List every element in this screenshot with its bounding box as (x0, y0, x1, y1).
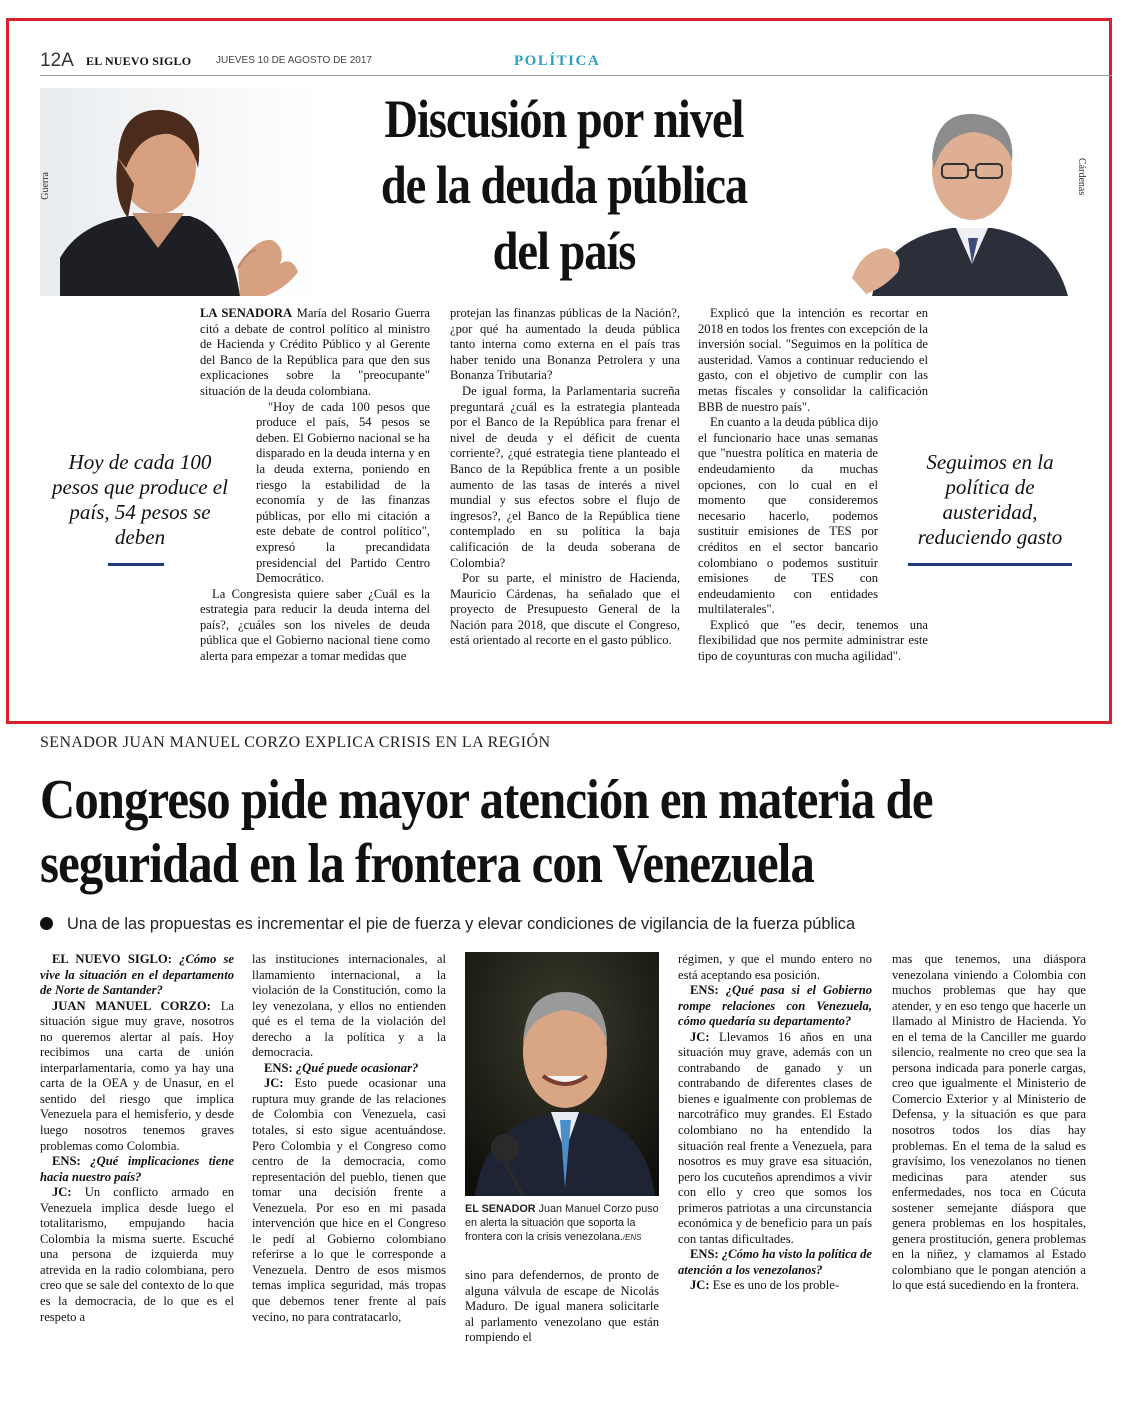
photo-corzo (465, 952, 659, 1196)
page-number: 12A (40, 50, 74, 71)
story2-headline: Congreso pide mayor atención en materia de seguridad en la frontera con Venezuela (40, 769, 933, 895)
pull-quote-right-rule (908, 563, 1072, 566)
interview-speaker: JUAN MANUEL CORZO: (52, 998, 211, 1013)
interview-answer: Llevamos 16 años en una situación muy grave, además con un contrabando de ganado y un contrabando de diferentes clases de bienes e igualmente con problemas de narcotráfico muy grandes. El Estado colombiano no ha entendido la situación real frente a Venezuela, para nosotros es muy grave esa situación, pero los cucuteños aprendimos a vivir con ello y creo que somos los primeros patriotas a una circunstancia económica y de beneficio para un país con tantas dificultades. (678, 1029, 872, 1246)
story1-paragraph: Explicó que la intención es recortar en 2018 en todos los frentes con excepción de la inversión social. "Seguimos en la política de austeridad. Vamos a continuar reduciendo el gasto, con el objetivo de cumplir con las metas fiscales y consolidar la calificación BBB de nuestro país". (698, 306, 928, 414)
story1-paragraph: María del Rosario Guerra citó a debate de control político al ministro de Hacienda y Crédito Público y al Gerente del Banco de la República para que den sus explicaciones sobre la "preocupante" situación de la deuda colombiana. (200, 306, 430, 398)
interview-paragraph (252, 952, 446, 1061)
story2-column-1 (40, 952, 234, 1325)
story1-headline: Discusión por nivel de la deuda pública del país (380, 89, 748, 281)
interview-paragraph (892, 952, 1086, 1294)
interview-paragraph (40, 1154, 234, 1185)
story1-paragraph: protejan las finanzas públicas de la Nación?, ¿por qué ha aumentado la deuda pública tanto interna como externa en el país tras haber tenido una Bonanza Petrolera y una Bonanza Tributaria? (450, 306, 680, 383)
interview-answer: Esto puede ocasionar una ruptura muy grande de las relaciones de Colombia con Venezuela, casi totales, si esto sigue acentuándose. Pero Colombia y el Congreso como centro de la democracia, como representación del pueblo, tienen que tomar una decisión frente a Venezuela. Por eso en mi pasada intervención que hice en el Congreso le pedí al Gobierno colombiano referirse a lo que le corresponde a Venezuela. Dentro de esos mismos temas implica seguridad, más tropas que debemos tener frente al país vecino, no para contratacarlo, (252, 1076, 446, 1324)
photo-credit: /ENS (622, 1233, 642, 1242)
story1-paragraph: "Hoy de cada 100 pesos que produce el país, 54 pesos se deben. El Gobierno nacional se ha disparado en la deuda interna y en la deuda externa, poniendo en riesgo la estabilidad de la economía y de las finanzas públicas, por ello mi citación a este debate de control político", expresó la precandidata presidencial del Partido Centro Democrático. (256, 399, 430, 586)
interview-speaker: JC: (264, 1076, 284, 1091)
interview-question: ¿Qué implicaciones tiene hacia nuestro país? (40, 1154, 234, 1184)
interview-speaker: ENS: (264, 1060, 293, 1075)
story1-column-2 (450, 306, 680, 649)
story2-column-5 (892, 952, 1086, 1294)
story1-paragraph: Explicó que "es decir, tenemos una flexibilidad que nos permite administrar este tipo de coyunturas con mucha agilidad". (698, 617, 928, 664)
masthead (40, 52, 1112, 76)
photo-guerra (40, 88, 316, 296)
story2-column-3 (465, 1268, 659, 1346)
interview-speaker: JC: (690, 1029, 710, 1044)
pull-quote-right: Seguimos en la política de austeridad, reduciendo gasto (917, 450, 1063, 549)
story1-lead-in: LA SENADORA (200, 306, 293, 320)
story1-column-1 (200, 306, 430, 665)
photo-caption-text: Juan Manuel Corzo puso en alerta la situación que soporta la frontera con la crisis venezolana. (465, 1203, 659, 1243)
section-label: POLÍTICA (514, 53, 601, 69)
interview-paragraph (678, 1278, 872, 1294)
interview-paragraph (678, 1247, 872, 1278)
interview-answer: sino para defendernos, de pronto de alguna válvula de escape de Nicolás Maduro. De igual manera solicitarle al parlamento venezolano que están rompiendo el (465, 1268, 659, 1345)
interview-answer: régimen, y que el mundo entero no está aceptando esa posición. (678, 952, 872, 982)
interview-question: ¿Cómo se vive la situación en el departamento de Norte de Santander? (40, 952, 234, 998)
interview-speaker: JC: (690, 1278, 710, 1293)
story2-kicker: SENADOR JUAN MANUEL CORZO EXPLICA CRISIS EN LA REGIÓN (40, 734, 551, 751)
interview-paragraph (678, 983, 872, 1030)
photo-right-caption: Cárdenas (1076, 158, 1087, 196)
bullet-icon (40, 917, 53, 930)
issue-date: JUEVES 10 DE AGOSTO DE 2017 (216, 55, 372, 66)
story1-paragraph: Por su parte, el ministro de Hacienda, Mauricio Cárdenas, ha señalado que el proyecto de Presupuesto General de la Nación para 2018, que discute el Congreso, está orientado al recorte en el gasto público. (450, 571, 680, 648)
interview-speaker: JC: (52, 1185, 72, 1200)
interview-question: ¿Qué pasa si el Gobierno rompe relaciones con Venezuela, cómo quedaría su departamento? (678, 983, 872, 1029)
interview-answer: La situación sigue muy grave, nosotros no queremos alertar al país. Hoy recibimos una carta de unión interparlamentaria, como ya hay una carta de la OEA y de Unasur, en el sentido del riesgo que implica Venezuela para el hemisferio, y desde luego nosotros tenemos graves problemas como Colombia. (40, 998, 234, 1153)
interview-answer: Ese es uno de los proble- (712, 1278, 840, 1293)
interview-paragraph (40, 999, 234, 1154)
interview-paragraph (40, 952, 234, 999)
interview-paragraph (252, 1061, 446, 1077)
interview-answer: Un conflicto armado en Venezuela implica desde luego el totalitarismo, empujando hacia Colombia la misma suerte. Escuché una persona de izquierda muy atrevida en la radio colombiana, pero creo que se sale del contexto de lo que es la democracia, de lo que es el respeto a (40, 1185, 234, 1324)
story2-column-4 (678, 952, 872, 1294)
pull-quote-left-rule (108, 563, 164, 566)
photo-caption-lead: EL SENADOR (465, 1203, 536, 1215)
interview-speaker: ENS: (52, 1154, 81, 1169)
interview-paragraph (465, 1268, 659, 1346)
interview-paragraph (678, 1030, 872, 1248)
story2-subhead (40, 915, 1100, 934)
interview-answer: mas que tenemos, una diáspora venezolana viniendo a Colombia con muchos problemas que hay que atender, y en eso tengo que hacerle un llamado al Ministro de Hacienda. Yo en el tema de la Canciller me guardo silencio, realmente no creo que sea la persona indicada para ponerle cargas, creo que igualmente el Ministerio de Comercio Exterior y al Ministerio de Defensa, y la situación es que para nosotros todos los días hay problemas. En el tema de la salud es gravísimo, los venezolanos no tienen medicinas para atender sus enfermedades, nos toca en Cúcuta sostener semejante diáspora que genera problemas en los hospitales, genera prostitución, genera problemas en la niñez, y clamamos al Estado colombiano que le pongan atención a lo que está sucediendo en la frontera. (892, 952, 1086, 1293)
photo-cardenas (832, 88, 1088, 296)
photo-left-caption: Guerra (40, 172, 51, 200)
interview-answer: las instituciones internacionales, al llamamiento internacional, a la violación de la Constitución, como la ley venezolana, y ellos no entienden qué es el tema de la violación del derecho a la política y a la democracia. (252, 952, 446, 1060)
interview-question: ¿Qué puede ocasionar? (295, 1060, 419, 1075)
interview-paragraph (40, 1185, 234, 1325)
pull-quote-left: Hoy de cada 100 pesos que produce el país, 54 pesos se deben (52, 450, 228, 549)
story2-column-2 (252, 952, 446, 1325)
story1-paragraph: En cuanto a la deuda pública dijo el funcionario hace unas semanas que "nuestra política en materia de endeudamiento da muchas opciones, con lo cual en el momento que consideremos necesario hacerlo, podemos sustituir emisiones de TES por créditos en el sector bancario colombiano o podemos sustituir emisiones de TES con endeudamiento con entidades multilaterales". (698, 415, 878, 617)
interview-paragraph (678, 952, 872, 983)
story1-paragraph: De igual forma, la Parlamentaria sucreña preguntará ¿cuál es la estrategia planteada por el Banco de la República para frenar el nivel de deuda y el déficit de cuenta corriente?, ¿qué estrategia tiene planteado el Banco de la República frente a un posible aumento de las tasas de interés a nivel mundial y sus efectos sobre el flujo de ingresos?, ¿el Banco de la República tiene contemplado en su política la baja calificación de la deuda soberana de Colombia? (450, 383, 680, 570)
story2-subhead-text: Una de las propuestas es incrementar el pie de fuerza y elevar condiciones de vigilancia de la fuerza pública (67, 915, 856, 933)
interview-speaker: ENS: (690, 983, 719, 998)
story1-column-3 (698, 306, 928, 665)
story1-paragraph: La Congresista quiere saber ¿Cuál es la estrategia para reducir la deuda interna del país?, ¿cuáles son los niveles de deuda pública que el Gobierno nacional tiene como alerta para empezar a tomar medidas que (200, 586, 430, 664)
interview-speaker: ENS: (690, 1247, 719, 1262)
interview-speaker: EL NUEVO SIGLO: (52, 952, 172, 966)
interview-question: ¿Cómo ha visto la política de atención a los venezolanos? (678, 1247, 873, 1277)
interview-paragraph (252, 1076, 446, 1325)
paper-name: EL NUEVO SIGLO (86, 54, 192, 68)
photo-corzo-caption (465, 1202, 659, 1245)
